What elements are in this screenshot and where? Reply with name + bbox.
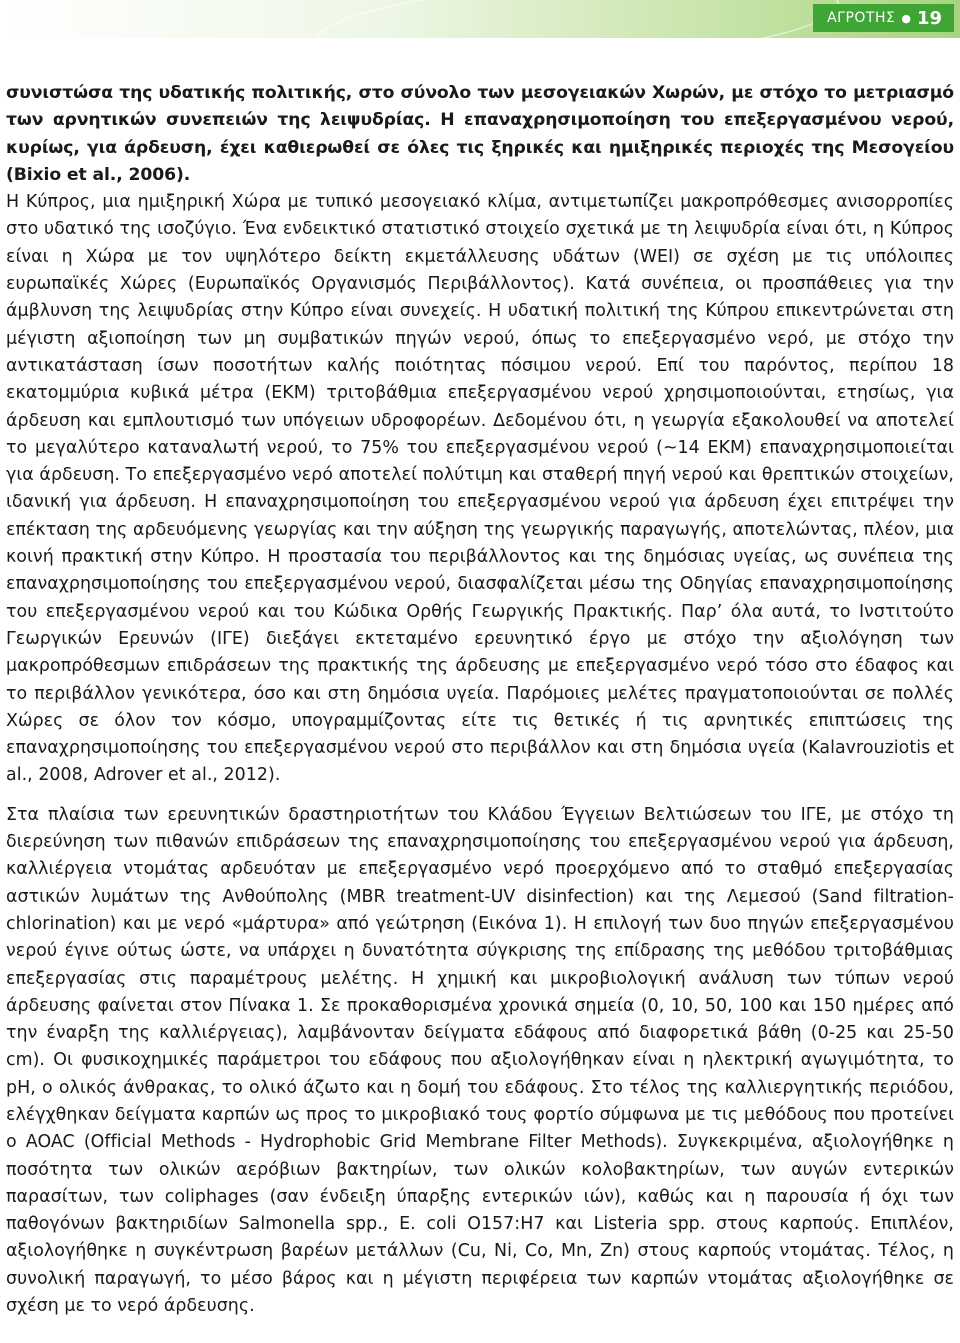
decorative-swoosh bbox=[314, 0, 843, 38]
bullet-separator: ● bbox=[901, 11, 911, 25]
body-paragraph-research: Στα πλαίσια των ερευνητικών δραστηριοτήτων του Κλάδου Έγγειων Βελτιώσεων του ΙΓΕ, με στόχο τη διερεύνηση των πιθανών επιδράσεων της επαναχρησιμοποίησης του επεξεργασμένου νερού για άρδευση, καλλιέργεια ντομάτας αρδευόταν με επεξεργασμένο νερό προερχόμενο από το σταθμό επεξεργασίας αστικών λυμάτων της Ανθούπολης (MBR treatment-UV disinfection) και της Λεμεσού (Sand filtration-chlorination) και με νερό «μάρτυρα» από γεώτρηση (Εικόνα 1). Η επιλογή των δυο πηγών επεξεργασμένου νερού έγινε ούτως ώστε, να υπάρχει η δυνατότητα σύγκρισης της επίδρασης της μεθόδου τριτοβάθμιας επεξεργασίας στις παραμέτρους μελέτης. Η χημική και μικροβιολογική ανάλυση των τύπων νερού άρδευσης φαίνεται στον Πίνακα 1. Σε προκαθορισμένα χρονικά σημεία (0, 10, 50, 100 και 150 ημέρες από την έναρξη της καλλιέργειας), λαμβάνονταν δείγματα εδάφους από διαφορετικά βάθη (0-25 και 25-50 cm). Οι φυσικοχημικές παράμετροι του εδάφους που αξιολογήθηκαν είναι η ηλεκτρική αγωγιμότητα, το pH, ο ολικός άνθρακας, το ολικό άζωτο και η δομή του εδάφους. Στο τέλος της καλλιεργητικής περιόδου, ελέγχθηκαν δείγματα καρπών ως προς το μικροβιακό τους φορτίο σύμφωνα με τις μεθόδους που προτείνει ο AOAC (Official Methods - Hydrophobic Grid Membrane Filter Methods). Συγκεκριμένα, αξιολογήθηκε η ποσότητα των ολικών αερόβιων βακτηρίων, των ολικών κολοβακτηρίων, των αυγών εντερικών παρασίτων, των coliphages (σαν ένδειξη ύπαρξης εντερικών ιών), καθώς και η παρουσία ή όχι των παθογόνων βακτηριδίων Salmonella spp., E. coli O157:H7 και Listeria spp. στους καρπούς. Επιπλέον, αξιολογήθηκε η συγκέντρωση βαρέων μετάλλων (Cu, Ni, Co, Mn, Zn) στους καρπούς ντομάτας. Τέλος, η συνολική παραγωγή, το μέσο βάρος και η μέγιστη περιφέρεια των καρπών ντομάτας αξιολογήθηκε σε σχέση με το νερό άρδευσης. bbox=[6, 804, 954, 1317]
section-title: ΑΓΡΟΤΗΣ bbox=[827, 10, 896, 26]
page-header-band bbox=[0, 0, 960, 38]
article-body bbox=[6, 80, 954, 1320]
page-number: 19 bbox=[916, 7, 942, 29]
running-header bbox=[813, 4, 954, 32]
lead-paragraph: συνιστώσα της υδατικής πολιτικής, στο σύνολο των μεσογειακών Χωρών, με στόχο το μετριασμό των αρνητικών συνεπειών της λειψυδρίας. Η επαναχρησιμοποίηση του επεξεργασμένου νερού, κυρίως, για άρδευση, έχει καθιερωθεί σε όλες τις ξηρικές και ημιξηρικές περιοχές της Μεσογείου (Bixio et al., 2006). bbox=[6, 83, 954, 185]
body-paragraph-cyprus: Η Κύπρος, μια ημιξηρική Χώρα με τυπικό μεσογειακό κλίμα, αντιμετωπίζει μακροπρόθεσμες ανισορροπίες στο υδατικό της ισοζύγιο. Ένα ενδεικτικό στατιστικό στοιχείο σχετικά με τη λειψυδρία είναι ότι, η Κύπρος είναι η Χώρα με τον υψηλότερο δείκτη εκμετάλλευσης υδάτων (WEI) σε σχέση με τις υπόλοιπες ευρωπαϊκές Χώρες (Ευρωπαϊκός Οργανισμός Περιβάλλοντος). Κατά συνέπεια, οι προσπάθειες για την άμβλυνση της λειψυδρίας στην Κύπρο είναι συνεχείς. Η υδατική πολιτική της Κύπρου επικεντρώνεται στη μέγιστη αξιοποίηση των μη συμβατικών πηγών νερού, όπως το επεξεργασμένο νερό, με στόχο την αντικατάσταση ίσων ποσοτήτων καλής ποιότητας πόσιμου νερού. Επί του παρόντος, περίπου 18 εκατομμύρια κυβικά μέτρα (ΕΚΜ) τριτοβάθμια επεξεργασμένου νερού χρησιμοποιούνται, ετησίως, για άρδευση και εμπλουτισμό των υπόγειων υδροφορέων. Δεδομένου ότι, η γεωργία εξακολουθεί να αποτελεί το μεγαλύτερο καταναλωτή νερού, το 75% του επεξεργασμένου νερού (~14 ΕΚΜ) επαναχρησιμοποιείται για άρδευση. Το επεξεργασμένο νερό αποτελεί πολύτιμη και σταθερή πηγή νερού και θρεπτικών στοιχείων, ιδανική για άρδευση. Η επαναχρησιμοποίηση του επεξεργασμένου νερού για άρδευση έχει επιτρέψει την επέκταση της αρδευόμενης γεωργίας και την αύξηση της γεωργικής παραγωγής, αποτελώντας, πλέον, μια κοινή πρακτική στην Κύπρο. Η προστασία του περιβάλλοντος και της δημόσιας υγείας, ως συνέπεια της επαναχρησιμοποίησης του επεξεργασμένου νερού, διασφαλίζεται μέσω της Οδηγίας επαναχρησιμοποίησης του επεξεργασμένου νερού και του Κώδικα Ορθής Γεωργικής Πρακτικής. Παρ’ όλα αυτά, το Ινστιτούτο Γεωργικών Ερευνών (ΙΓΕ) διεξάγει εκτεταμένο ερευνητικό έργο με στόχο την αξιολόγηση των μακροπρόθεσμων επιδράσεων της πρακτικής της άρδευσης με επεξεργασμένο νερό τόσο στο έδαφος και το περιβάλλον γενικότερα, όσο και στη δημόσια υγεία. Παρόμοιες μελέτες πραγματοποιούνται σε πολλές Χώρες σε όλον τον κόσμο, υπογραμμίζοντας είτε τις θετικές ή τις αρνητικές επιπτώσεις της επαναχρησιμοποίησης του επεξεργασμένου νερού στο περιβάλλον και στη δημόσια υγεία (Kalavrouziotis et al., 2008, Adrover et al., 2012). bbox=[6, 192, 954, 786]
